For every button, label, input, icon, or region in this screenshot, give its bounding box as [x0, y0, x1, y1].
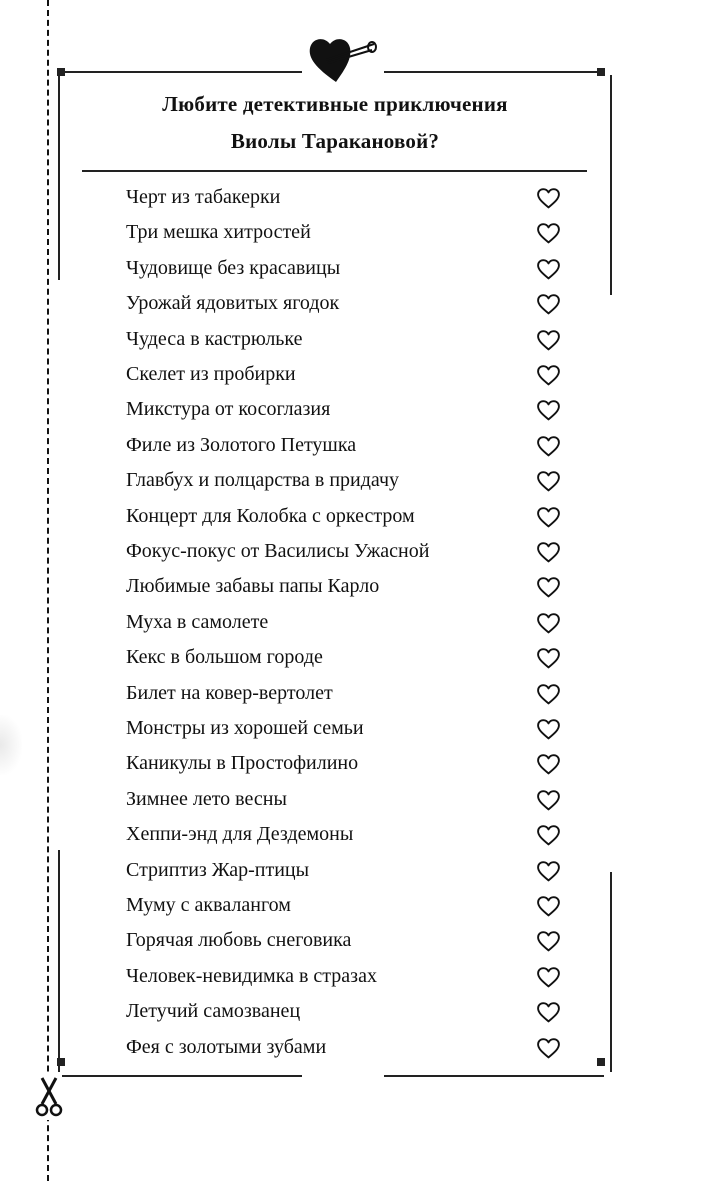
frame-top-left	[62, 71, 302, 73]
list-item	[0, 678, 715, 713]
list-item	[0, 607, 715, 642]
list-item	[0, 855, 715, 890]
frame-bottom-left	[62, 1075, 302, 1077]
heart-outline-icon[interactable]	[536, 575, 561, 599]
book-title: Главбух и полцарства в придачу	[126, 469, 400, 492]
heading-line-2: Виолы Таракановой?	[230, 129, 440, 153]
list-item	[0, 748, 715, 783]
book-title: Урожай ядовитых ягодок	[126, 292, 340, 315]
book-title: Три мешка хитростей	[126, 221, 311, 244]
frame-bottom-right	[384, 1075, 604, 1077]
list-item	[0, 536, 715, 571]
book-title: Каникулы в Простофилино	[126, 752, 359, 775]
list-item	[0, 890, 715, 925]
book-title: Муму с аквалангом	[126, 894, 291, 916]
heart-outline-icon[interactable]	[536, 611, 561, 635]
scissors-icon	[34, 1074, 64, 1120]
heart-outline-icon[interactable]	[536, 682, 561, 706]
heart-outline-icon[interactable]	[536, 1000, 561, 1024]
heart-outline-icon[interactable]	[536, 434, 561, 458]
book-title: Человек-невидимка в стразах	[126, 964, 377, 987]
book-title: Летучий самозванец	[126, 1000, 301, 1023]
list-item	[0, 465, 715, 500]
list-item	[0, 571, 715, 606]
heart-outline-icon[interactable]	[536, 894, 561, 918]
book-title: Фея с золотыми зубами	[126, 1035, 327, 1058]
heart-outline-icon[interactable]	[536, 363, 561, 387]
list-item	[0, 394, 715, 429]
heart-outline-icon[interactable]	[536, 1036, 561, 1060]
list-item	[0, 253, 715, 288]
list-item	[0, 288, 715, 323]
heart-outline-icon[interactable]	[536, 929, 561, 953]
heart-outline-icon[interactable]	[536, 398, 561, 422]
book-title: Филе из Золотого Петушка	[126, 433, 357, 456]
book-title: Фокус-покус от Василисы Ужасной	[126, 540, 430, 562]
book-title: Билет на ковер-вертолет	[126, 681, 333, 704]
list-item	[0, 642, 715, 677]
heart-outline-icon[interactable]	[536, 328, 561, 352]
frame-corner-top-right	[597, 68, 605, 76]
list-item	[0, 501, 715, 536]
book-title: Любимые забавы папы Карло	[126, 575, 380, 598]
heading-line-1: Любите детективные приключения	[162, 92, 508, 116]
book-title: Скелет из пробирки	[126, 363, 296, 385]
book-title: Зимнее лето весны	[126, 787, 287, 810]
book-title: Стриптиз Жар-птицы	[126, 858, 310, 881]
book-title: Кекс в большом городе	[126, 646, 323, 669]
list-item	[0, 324, 715, 359]
frame-top-right	[384, 71, 604, 73]
list-item	[0, 961, 715, 996]
list-item	[0, 1032, 715, 1067]
heart-outline-icon[interactable]	[536, 540, 561, 564]
book-title: Черт из табакерки	[126, 186, 281, 208]
list-item	[0, 996, 715, 1031]
heart-outline-icon[interactable]	[536, 292, 561, 316]
book-title: Горячая любовь снеговика	[126, 929, 352, 952]
heart-outline-icon[interactable]	[536, 717, 561, 741]
list-item	[0, 784, 715, 819]
heart-outline-icon[interactable]	[536, 823, 561, 847]
heart-outline-icon[interactable]	[536, 257, 561, 281]
list-item	[0, 182, 715, 217]
heart-outline-icon[interactable]	[536, 646, 561, 670]
book-title: Чудовище без красавицы	[126, 256, 341, 279]
heart-with-safety-pin-icon	[306, 30, 378, 86]
heart-outline-icon[interactable]	[536, 221, 561, 245]
list-item	[0, 359, 715, 394]
list-item	[0, 430, 715, 465]
book-title: Микстура от косоглазия	[126, 398, 331, 421]
heart-outline-icon[interactable]	[536, 859, 561, 883]
heart-outline-icon[interactable]	[536, 469, 561, 493]
book-title: Чудеса в кастрюльке	[126, 327, 303, 350]
heart-outline-icon[interactable]	[536, 788, 561, 812]
heading-divider	[82, 170, 587, 172]
book-title: Концерт для Колобка с оркестром	[126, 504, 415, 527]
frame-corner-top-left	[57, 68, 65, 76]
heart-outline-icon[interactable]	[536, 186, 561, 210]
list-item	[0, 217, 715, 252]
list-item	[0, 925, 715, 960]
book-title: Муха в самолете	[126, 610, 269, 633]
heart-outline-icon[interactable]	[536, 965, 561, 989]
book-title: Монстры из хорошей семьи	[126, 717, 364, 739]
list-item	[0, 713, 715, 748]
book-title: Хеппи-энд для Дездемоны	[126, 823, 354, 846]
heart-outline-icon[interactable]	[536, 505, 561, 529]
heart-outline-icon[interactable]	[536, 752, 561, 776]
list-item	[0, 819, 715, 854]
